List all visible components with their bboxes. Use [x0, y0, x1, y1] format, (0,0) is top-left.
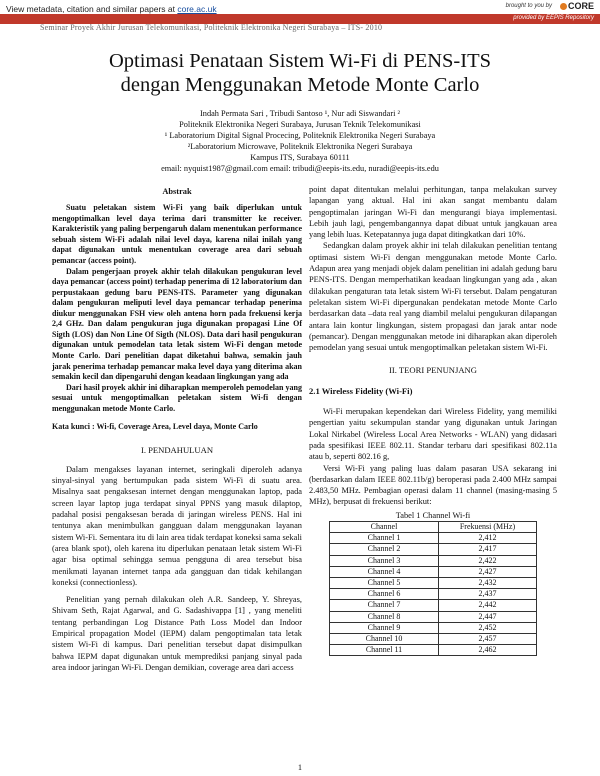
table-caption: Tabel 1 Channel Wi-fi: [395, 510, 471, 520]
body-paragraph: Penelitian yang pernah dilakukan oleh A.R. Sandeep, Y. Shreyas, Shivam Seth, Rajat Agarwal, and G. Sadashivappa [1] , yang meneliti tentang perbandingan Log Distance Path Loss Model dan Indoor Empirical propagation Model (IEPM) dalam pengoptimalan tata letak sistem Wi-Fi di kampus. Dari penelitian tersebut dapat disimpulkan bahwa IEPM dapat digunakan untuk memprediksi panjang sinyal pada area indoor jaringan Wi-Fi. Dengan demikian, coverage area dari access: [52, 595, 302, 672]
channel-cell: Channel 5: [330, 577, 439, 588]
body-paragraph: Dalam mengakses layanan internet, seringkali diperoleh adanya sinyal-sinyal yang bertumpukan pada sistem Wi-Fi di suatu area. Misalnya saat pengaksesan internet dengan menggunakan laptop, pada screen layar laptop juga terdapat sinyal PPNS yang masuk dilaptop, padahal posisi pengaksesan berada di jaringan wireless PENS. Hal ini tentunya akan menimbulkan gangguan dalam menggunakan layanan sistem Wi-Fi. Sementara itu di lain area tidak terdapat koneksi sama sekali (area blank spot), oleh karena itu diperlukan penataan letak sistem Wi-Fi agar bisa optimal sehingga semua pengguna di area tersebut bisa menikmati layanan internet tanpa ada gangguan dan tidak kehilangan koneksi (connectionless).: [52, 464, 302, 587]
frequency-cell: 2,422: [439, 555, 537, 566]
table-row: [330, 645, 537, 656]
abstract-paragraph: Suatu peletakan sistem Wi-Fi yang baik diperlukan untuk mengoptimalkan level daya terima dari transmitter ke receiver. Karakteristik yang paling berpengaruh dalam menentukan performance sebuah sistem Wi-Fi adalah nilai level daya, karena nilai inilah yang dapat digunakan untuk menentukan coverage area dari sebuah pemancar (access point).: [52, 203, 302, 266]
channel-cell: Channel 6: [330, 589, 439, 600]
body-paragraph: Wi-Fi merupakan kependekan dari Wireless Fidelity, yang memiliki pengertian yaitu sekumpulan standar yang digunakan untuk Jaringan Lokal Nirkabel (Wireless Local Area Networks - WLAN) yang didasari pada spesifikasi IEEE 802.11. Standar terbaru dari spesifikasi 802.11a atau b, seperti 802.16 g,: [309, 407, 557, 462]
table-header-row: [330, 522, 537, 533]
frequency-cell: 2,447: [439, 611, 537, 622]
affiliation-2: ¹ Laboratorium Digital Signal Procecing, Politeknik Elektronika Negeri Surabaya: [164, 131, 436, 140]
provided-by-label: provided by EEPIS Repository: [513, 15, 594, 21]
brought-by-label: brought to you by: [505, 3, 552, 9]
table-row: [330, 589, 537, 600]
table-header-channel: Channel: [330, 522, 439, 533]
right-column: [309, 184, 557, 656]
body-paragraph: Sedangkan dalam proyek akhir ini telah dilakukan penelitian tentang optimasi sistem Wi-Fi dengan menggunakan metode Monte Carlo. Adapun area yang menjadi objek dalam penelitian ini adalah gedung baru PENS-ITS. Dengan memperhatikan keadaan lingkungan yang ada , akan dilakukan pengaturan tata letak sistem Wi-Fi tersebut. Dalam pengaturan peletakan sistem Wi-Fi dipergunakan pendekatan metode Monte Carlo berdasarkan data –data real yang diambil melalui pengukuran dilapangan antara lain kontur lingkungan, sistem propagasi dan jarak antar node (pemancar). Dengan menggunakan metode ini diharapkan akan diperoleh pemodelan yang sesuai untuk mengoptimalkan peletakan sistem Wi-Fi.: [309, 241, 557, 353]
keywords: Kata kunci : Wi-fi, Coverage Area, Level daya, Monte Carlo: [52, 422, 258, 432]
author-names: Indah Permata Sari , Tribudi Santoso ¹, Nur adi Siswandari ²: [200, 109, 400, 118]
table-row: [330, 622, 537, 633]
abstract-heading: Abstrak: [162, 187, 192, 196]
table-row: [330, 633, 537, 644]
channel-cell: Channel 7: [330, 600, 439, 611]
paper-title-line2: dengan Menggunakan Metode Monte Carlo: [120, 74, 480, 96]
table-row: [330, 611, 537, 622]
body-paragraph: point dapat ditentukan melalui perhitungan, tanpa melakukan survey lapangan yang aktual. Hal ini akan sangat membantu dalam pengoptimalan jaringan Wi-Fi dan mengurangi biaya implementasi. Lebih jauh lagi, pengembangannya dapat dibuat untuk jangkauan area yang lebih luas. Ketepatannya juga dapat ditingkatkan dari 10%.: [309, 185, 557, 240]
table-row: [330, 533, 537, 544]
channel-cell: Channel 9: [330, 622, 439, 633]
abstract-paragraph: Dalam pengerjaan proyek akhir telah dilakukan pengukuran level daya pemancar (access point) terhadap penerima di 12 laboratorium dan perpustakaan gedung baru PENS-ITS. Parameter yang digunakan dalam pengukuran meliputi level daya pemancar terhadap penerima diukur menggunakan FSH view oleh antena horn pada frekuensi kerja 2,4 GHz. Dan dalam pengukuran juga digunakan propagasi Line Of Sigth (LOS) dan Non Line Of Sigth (NLOS). Data dari hasil pengukuran digunakan untuk pemodelan tata letak sistem Wi-Fi dengan metode Monte Carlo. Dari penelitian dapat diketahui bahwa, semakin jauh jarak penerima terhadap pemancar maka level daya yang diterima akan semakin kecil dan dipengaruhi dengan keadaan lingkungan yang ada: [52, 266, 302, 382]
channel-cell: Channel 10: [330, 633, 439, 644]
left-column: [52, 186, 302, 673]
channel-cell: Channel 1: [330, 533, 439, 544]
channel-cell: Channel 3: [330, 555, 439, 566]
page-number: 1: [297, 763, 303, 772]
frequency-cell: 2,442: [439, 600, 537, 611]
frequency-cell: 2,412: [439, 533, 537, 544]
table-header-frequency: Frekuensi (MHz): [439, 522, 537, 533]
section-heading-pendahuluan: I. PENDAHULUAN: [140, 444, 214, 455]
frequency-cell: 2,452: [439, 622, 537, 633]
frequency-cell: 2,417: [439, 544, 537, 555]
address: Kampus ITS, Surabaya 60111: [250, 153, 350, 162]
channel-table: [329, 521, 537, 656]
conference-header: Seminar Proyek Akhir Jurusan Telekomunikasi, Politeknik Elektronika Negeri Surabaya – ITS- 2010: [40, 23, 383, 32]
affiliation-3: ²Laboratorium Microwave, Politeknik Elektronika Negeri Surabaya: [187, 142, 413, 151]
paper-title-line1: Optimasi Penataan Sistem Wi-Fi di PENS-ITS: [108, 50, 492, 72]
intro-body: [52, 464, 302, 673]
core-circle-icon: [560, 3, 567, 10]
channel-cell: Channel 4: [330, 566, 439, 577]
core-link[interactable]: core.ac.uk: [177, 4, 217, 14]
abstract-paragraph: Dari hasil proyek akhir ini diharapkan memperoleh pemodelan yang sesuai untuk mengoptimalkan peletakan sistem Wi-fi dengan menggunakan metode Monte Carlo.: [52, 382, 302, 413]
frequency-cell: 2,427: [439, 566, 537, 577]
channel-cell: Channel 8: [330, 611, 439, 622]
emails: email: nyquist1987@gmail.com email: tribudi@eepis-its.edu, nuradi@eepis-its.edu: [161, 164, 439, 173]
core-logo[interactable]: CORE: [560, 1, 594, 11]
section-heading-teori: II. TEORI PENUNJANG: [389, 365, 477, 376]
metadata-link-text: View metadata, citation and similar papers at core.ac.uk: [6, 4, 217, 14]
affiliation-1: Politeknik Elektronika Negeri Surabaya, Jurusan Teknik Telekomunikasi: [179, 120, 421, 129]
table-row: [330, 566, 537, 577]
channel-cell: Channel 11: [330, 645, 439, 656]
subsection-heading-wifi: 2.1 Wireless Fidelity (Wi-Fi): [309, 385, 413, 396]
table-row: [330, 600, 537, 611]
channel-cell: Channel 2: [330, 544, 439, 555]
abstract: [52, 203, 302, 414]
frequency-cell: 2,457: [439, 633, 537, 644]
frequency-cell: 2,437: [439, 589, 537, 600]
table-row: [330, 577, 537, 588]
body-paragraph: Versi Wi-Fi yang paling luas dalam pasaran USA sekarang ini (berdasarkan dalam IEEE 802.11b/g) beroperasi pada 2.400 MHz sampai 2.483,50 MHz. Pembagian operasi dalam 11 channel (masing-masing 5 MHz), berpusat di frekuensi berikut:: [309, 463, 557, 507]
table-row: [330, 544, 537, 555]
frequency-cell: 2,462: [439, 645, 537, 656]
frequency-cell: 2,432: [439, 577, 537, 588]
table-row: [330, 555, 537, 566]
